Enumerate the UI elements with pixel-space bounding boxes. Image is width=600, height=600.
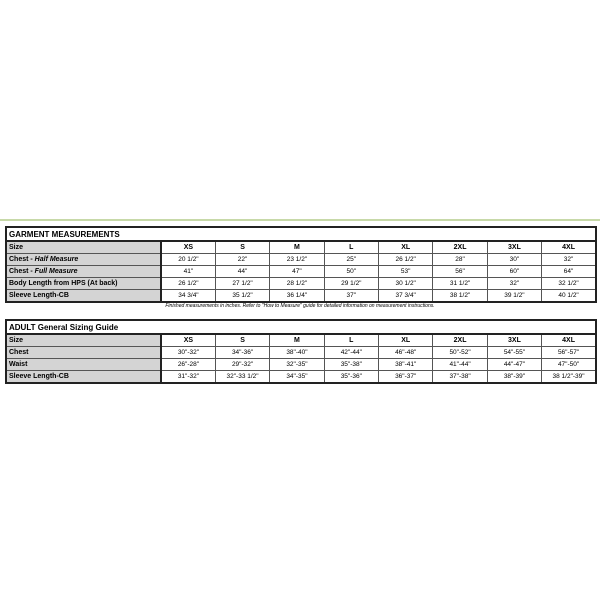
measurement-cell: 32 1/2" xyxy=(542,278,596,290)
measurement-cell: 20 1/2" xyxy=(161,254,215,266)
row-label xyxy=(6,290,161,303)
adult-sizing-table xyxy=(5,333,597,384)
measurement-cell: 34"-35" xyxy=(270,371,324,384)
table-row xyxy=(6,290,596,303)
measurement-cell: 25" xyxy=(324,254,378,266)
table-row xyxy=(6,266,596,278)
measurement-cell: 26 1/2" xyxy=(379,254,433,266)
size-column-header: 3XL xyxy=(487,334,541,347)
table-row xyxy=(6,254,596,266)
measurement-cell: 41" xyxy=(161,266,215,278)
adult-sizing-title: ADULT General Sizing Guide xyxy=(5,319,597,333)
measurement-cell: 50" xyxy=(324,266,378,278)
size-column-header: 4XL xyxy=(542,334,596,347)
row-label-emphasis: Half Measure xyxy=(34,256,79,263)
measurement-cell: 54"-55" xyxy=(487,347,541,359)
size-column-header: XS xyxy=(161,241,215,254)
measurement-cell: 29"-32" xyxy=(215,359,269,371)
row-label xyxy=(6,359,161,371)
accent-divider-line xyxy=(0,219,600,221)
measurement-cell: 56" xyxy=(433,266,487,278)
measurement-cell: 30 1/2" xyxy=(379,278,433,290)
measurement-cell: 35"-36" xyxy=(324,371,378,384)
size-column-header: L xyxy=(324,334,378,347)
measurement-cell: 37"-38" xyxy=(433,371,487,384)
measurement-cell: 32"-33 1/2" xyxy=(215,371,269,384)
measurement-cell: 53" xyxy=(379,266,433,278)
measurement-cell: 47"-50" xyxy=(542,359,596,371)
row-label-text: Sleeve Length-CB xyxy=(9,373,69,380)
size-header-label: Size xyxy=(6,334,161,347)
row-label-emphasis: Full Measure xyxy=(34,268,78,275)
row-label xyxy=(6,278,161,290)
measurement-cell: 38"-41" xyxy=(379,359,433,371)
measurement-cell: 42"-44" xyxy=(324,347,378,359)
measurement-cell: 40 1/2" xyxy=(542,290,596,303)
row-label xyxy=(6,254,161,266)
measurement-cell: 29 1/2" xyxy=(324,278,378,290)
size-header-row xyxy=(6,334,596,347)
garment-measurements-table xyxy=(5,240,597,303)
measurement-cell: 39 1/2" xyxy=(487,290,541,303)
measurement-cell: 36 1/4" xyxy=(270,290,324,303)
row-label-text: Chest xyxy=(9,349,29,356)
measurement-cell: 31"-32" xyxy=(161,371,215,384)
table-row xyxy=(6,278,596,290)
measurement-cell: 34"-36" xyxy=(215,347,269,359)
size-column-header: XL xyxy=(379,334,433,347)
measurement-cell: 28 1/2" xyxy=(270,278,324,290)
measurement-cell: 35 1/2" xyxy=(215,290,269,303)
measurement-cell: 36"-37" xyxy=(379,371,433,384)
garment-measurements-section xyxy=(5,226,597,303)
row-label xyxy=(6,371,161,384)
row-label xyxy=(6,347,161,359)
size-header-label: Size xyxy=(6,241,161,254)
measurement-cell: 46"-48" xyxy=(379,347,433,359)
measurement-cell: 38"-39" xyxy=(487,371,541,384)
garment-measurements-title: GARMENT MEASUREMENTS xyxy=(5,226,597,240)
measurement-cell: 41"-44" xyxy=(433,359,487,371)
size-column-header: 4XL xyxy=(542,241,596,254)
row-label-text: Chest - xyxy=(9,256,35,263)
measurement-cell: 44"-47" xyxy=(487,359,541,371)
measurement-cell: 37" xyxy=(324,290,378,303)
size-column-header: M xyxy=(270,334,324,347)
measurement-cell: 32" xyxy=(542,254,596,266)
measurement-cell: 34 3/4" xyxy=(161,290,215,303)
measurement-cell: 60" xyxy=(487,266,541,278)
adult-sizing-section xyxy=(5,319,597,384)
measurement-cell: 31 1/2" xyxy=(433,278,487,290)
measurement-cell: 28" xyxy=(433,254,487,266)
row-label xyxy=(6,266,161,278)
size-column-header: XS xyxy=(161,334,215,347)
table-row xyxy=(6,359,596,371)
measurement-cell: 26"-28" xyxy=(161,359,215,371)
size-column-header: M xyxy=(270,241,324,254)
measurement-cell: 23 1/2" xyxy=(270,254,324,266)
size-column-header: 3XL xyxy=(487,241,541,254)
size-column-header: S xyxy=(215,334,269,347)
table-row xyxy=(6,371,596,384)
row-label-text: Sleeve Length-CB xyxy=(9,292,69,299)
size-column-header: 2XL xyxy=(433,241,487,254)
measurement-cell: 50"-52" xyxy=(433,347,487,359)
measurement-cell: 32" xyxy=(487,278,541,290)
measurement-cell: 38 1/2"-39" xyxy=(542,371,596,384)
measurement-cell: 38"-40" xyxy=(270,347,324,359)
measurement-cell: 30"-32" xyxy=(161,347,215,359)
measurement-cell: 35"-38" xyxy=(324,359,378,371)
size-column-header: L xyxy=(324,241,378,254)
size-header-row xyxy=(6,241,596,254)
measurement-cell: 37 3/4" xyxy=(379,290,433,303)
measurement-cell: 38 1/2" xyxy=(433,290,487,303)
measurement-cell: 26 1/2" xyxy=(161,278,215,290)
measurement-cell: 56"-57" xyxy=(542,347,596,359)
size-column-header: 2XL xyxy=(433,334,487,347)
size-column-header: S xyxy=(215,241,269,254)
table-row xyxy=(6,347,596,359)
measurement-note: Finished measurements in inches. Refer to "How to Measure" guide for detailed information on measurement instructions. xyxy=(165,303,435,309)
measurement-cell: 22" xyxy=(215,254,269,266)
measurement-cell: 44" xyxy=(215,266,269,278)
row-label-text: Waist xyxy=(9,361,28,368)
row-label-text: Chest - xyxy=(9,268,35,275)
measurement-cell: 32"-35" xyxy=(270,359,324,371)
measurement-cell: 30" xyxy=(487,254,541,266)
measurement-cell: 27 1/2" xyxy=(215,278,269,290)
row-label-text: Body Length from HPS (At back) xyxy=(9,280,118,287)
measurement-cell: 47" xyxy=(270,266,324,278)
size-column-header: XL xyxy=(379,241,433,254)
measurement-cell: 64" xyxy=(542,266,596,278)
